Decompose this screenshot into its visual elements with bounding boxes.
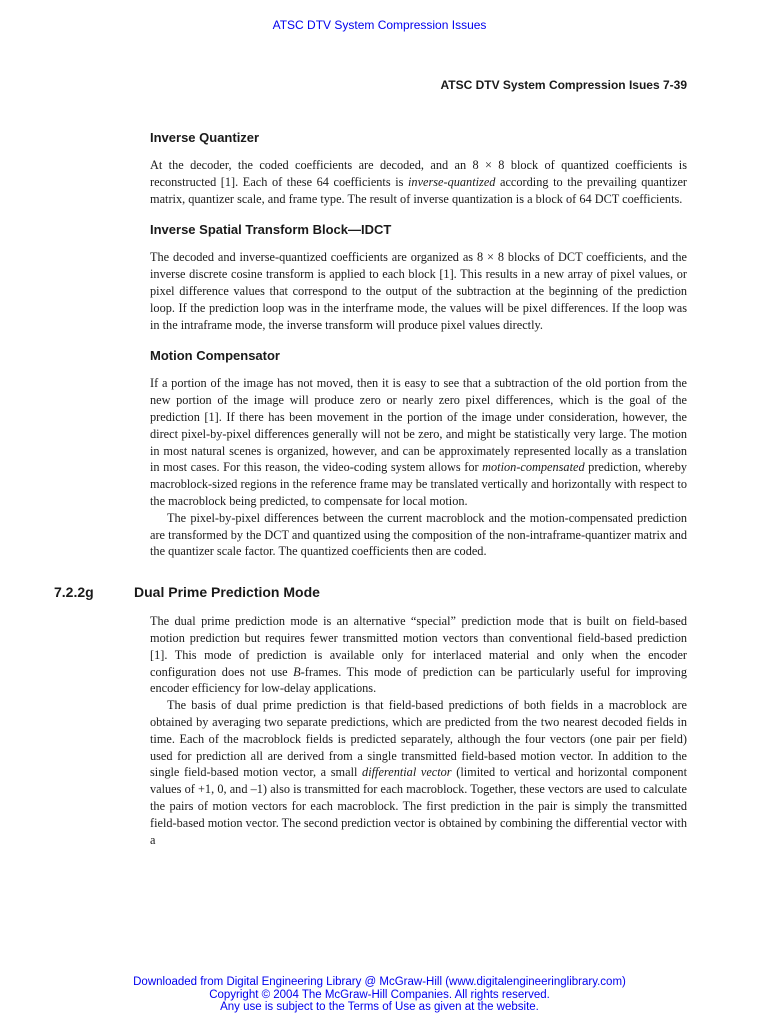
paragraph-motion-2: The pixel-by-pixel differences between the current macroblock and the motion-compensated prediction are transformed by the DCT and quantized using the composition of the non-intraframe-quantizer matrix and the quantizer scale factor. The quantized coefficients then are coded. <box>150 510 687 559</box>
section-title: Dual Prime Prediction Mode <box>134 584 320 601</box>
paragraph-inverse-quantizer: At the decoder, the coded coefficients are decoded, and an 8 × 8 block of quantized coefficients is reconstructed [1]. Each of these 64 coefficients is inverse-quantized according to the prevailing quantizer matrix, quantizer scale, and frame type. The result of inverse quantization is a block of 64 DCT coefficients. <box>150 158 687 206</box>
paragraph-dual-prime-2: The basis of dual prime prediction is that field-based predictions of both fields in a macroblock are obtained by averaging two separate predictions, which are predicted from the two nearest decoded fields in time. Each of the macroblock fields is predicted separately, although the four vectors (one pair per field) used for prediction all are derived from a single transmitted field-based motion vector. In addition to the single field-based motion vector, a small differential vector (limited to vertical and horizontal component values of +1, 0, and –1) also is transmitted for each macroblock. Together, these vectors are used to calculate the pairs of motion vectors for each macroblock. The first prediction in the pair is simply the transmitted field-based motion vector. The second prediction vector is obtained by combining the differential vector with a <box>150 698 687 847</box>
running-head: ATSC DTV System Compression Isues 7-39 <box>440 78 687 92</box>
paragraph-motion-1: If a portion of the image has not moved, then it is easy to see that a subtraction of the old portion from the new portion of the image will produce zero or nearly zero pixel differences, which is the goal of the prediction [1]. If there has been movement in the portion of the image under consideration, however, the direct pixel-by-pixel differences generally will not be zero, and might be statistically very large. The motion in most natural scenes is organized, however, and can be approximately represented locally as a translation in most cases. For this reason, the video-coding system allows for motion-compensated prediction, whereby macroblock-sized regions in the reference frame may be translated vertically and horizontally with respect to the macroblock being predicted, to compensate for local motion. <box>150 376 687 508</box>
paragraph-idct: The decoded and inverse-quantized coefficients are organized as 8 × 8 blocks of DCT coefficients, and the inverse discrete cosine transform is applied to each block [1]. This results in a new array of pixel values, or pixel difference values that correspond to the output of the subtraction at the beginning of the prediction loop. If the prediction loop was in the interframe mode, the values will be pixel differences. If the loop was in the intraframe mode, the inverse transform will produce pixel values directly. <box>150 250 687 332</box>
page-body <box>54 128 687 848</box>
heading-inverse-quantizer: Inverse Quantizer <box>150 130 260 145</box>
footer-download-link[interactable]: Downloaded from Digital Engineering Library @ McGraw-Hill (www.digitalengineeringlibrary.com) <box>133 976 626 988</box>
download-banner-link[interactable]: ATSC DTV System Compression Issues <box>272 18 487 32</box>
heading-motion-compensator: Motion Compensator <box>150 348 280 364</box>
section-number: 7.2.2g <box>54 584 94 601</box>
footer-copyright[interactable]: Copyright © 2004 The McGraw-Hill Companies. All rights reserved. <box>209 988 550 1001</box>
footer-terms[interactable]: Any use is subject to the Terms of Use as given at the website. <box>220 1001 539 1013</box>
heading-idct: Inverse Spatial Transform Block—IDCT <box>150 222 392 238</box>
paragraph-dual-prime-1: The dual prime prediction mode is an alternative “special” prediction mode that is built on field-based motion prediction but requires fewer transmitted motion vectors than conventional field-based prediction [1]. This mode of prediction is available only for interlaced material and only when the encoder configuration does not use B-frames. This mode of prediction can be particularly useful for improving encoder efficiency for low-delay applications. <box>150 614 687 696</box>
section-heading-dual-prime <box>54 581 687 603</box>
footer-notice[interactable] <box>0 976 759 1014</box>
